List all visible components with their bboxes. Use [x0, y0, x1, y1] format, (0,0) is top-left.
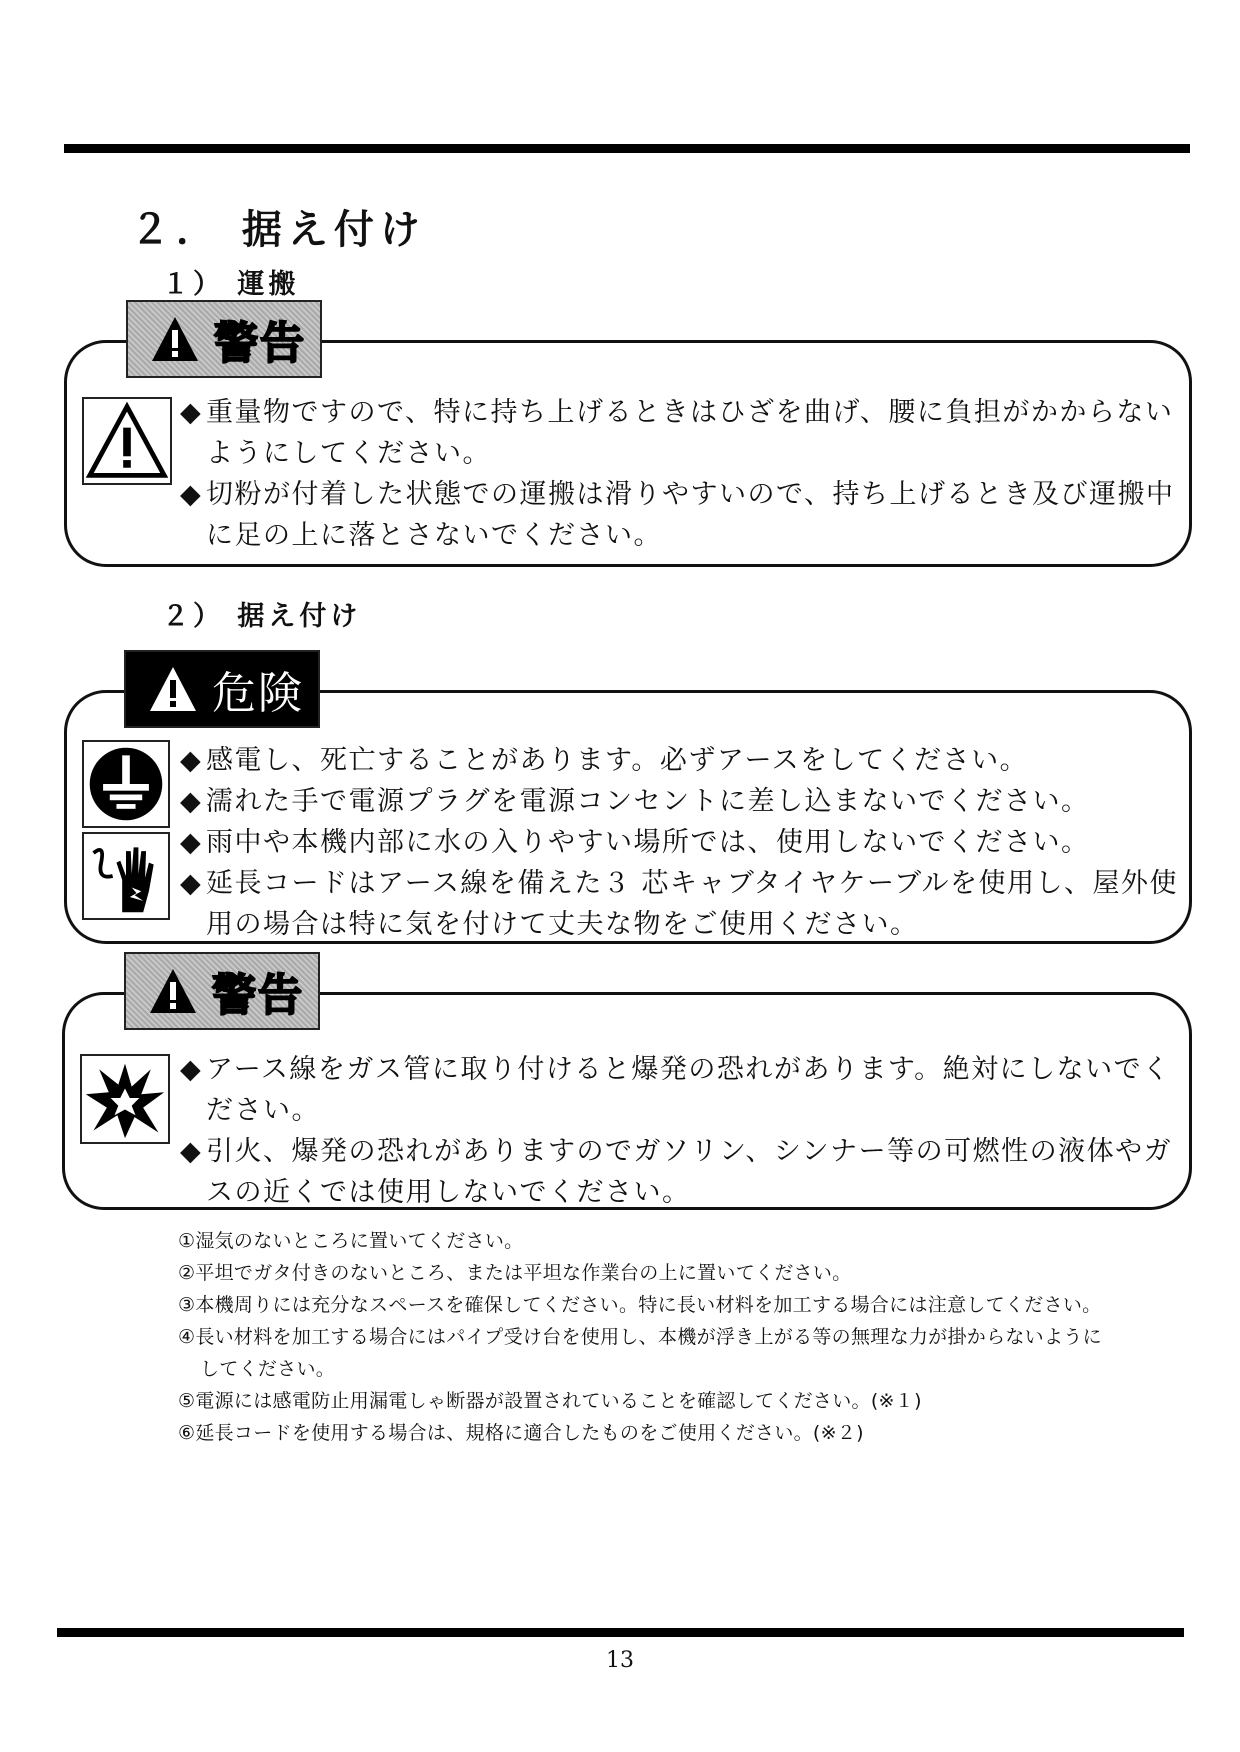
warning-badge-2 — [124, 952, 320, 1030]
installation-notes — [178, 1225, 1102, 1449]
explosion-icon — [82, 1056, 168, 1142]
bullet-item: ◆ 雨中や本機内部に水の入りやすい場所では、使用しないでください。 — [180, 827, 1090, 858]
caution-symbol — [82, 397, 172, 485]
note-item: ③本機周りには充分なスペースを確保してください。特に長い材料を加工する場合には注意してください。 — [178, 1294, 1102, 1316]
transport-bullets — [180, 392, 1174, 556]
warning-triangle-icon — [150, 314, 200, 364]
ground-symbol-icon — [84, 742, 168, 826]
bullet-item: ◆ 切粉が付着した状態での運搬は滑りやすいので、持ち上げるとき及び運搬中 — [180, 479, 1175, 510]
bullet-continuation: 用の場合は特に気を付けて丈夫な物をご使用ください。 — [206, 909, 919, 940]
electric-shock-hand-icon — [84, 834, 168, 918]
explosion-symbol — [80, 1054, 170, 1144]
bullet-continuation: スの近くでは使用しないでください。 — [206, 1177, 691, 1208]
note-item: ①湿気のないところに置いてください。 — [178, 1230, 524, 1252]
bottom-rule — [57, 1628, 1184, 1637]
ground-symbol — [82, 740, 170, 828]
bullet-item: ◆ 感電し、死亡することがあります。必ずアースをしてください。 — [180, 745, 1029, 776]
shock-symbol — [82, 832, 170, 920]
bullet-continuation: に足の上に落とさないでください。 — [206, 520, 662, 551]
danger-badge — [124, 650, 320, 728]
bullet-continuation: ださい。 — [206, 1095, 320, 1126]
subtitle-transport: １） 運搬 — [162, 269, 300, 300]
top-rule — [64, 144, 1190, 153]
danger-bullets — [180, 740, 1178, 945]
note-continuation: してください。 — [200, 1358, 336, 1380]
warning-badge — [126, 300, 322, 378]
danger-triangle-icon — [148, 664, 198, 714]
bullet-continuation: ようにしてください。 — [206, 438, 491, 469]
danger-label: 危険 — [212, 668, 304, 719]
warning-label: 警告 — [214, 318, 306, 369]
exclamation-triangle-icon — [84, 399, 170, 483]
note-item: ⑤電源には感電防止用漏電しゃ断器が設置されていることを確認してください。(※１) — [178, 1390, 922, 1412]
bullet-item: ◆ 延長コードはアース線を備えた３ 芯キャブタイヤケーブルを使用し、屋外使 — [180, 868, 1179, 899]
bullet-item: ◆ 重量物ですので、特に持ち上げるときはひざを曲げ、腰に負担がかからない — [180, 397, 1174, 428]
bullet-item: ◆ アース線をガス管に取り付けると爆発の恐れがあります。絶対にしないでく — [180, 1054, 1171, 1085]
note-item: ④長い材料を加工する場合にはパイプ受け台を使用し、本機が浮き上がる等の無理な力が掛からないように — [178, 1326, 1102, 1348]
install-warning-bullets — [180, 1049, 1172, 1213]
bullet-item: ◆ 引火、爆発の恐れがありますのでガソリン、シンナー等の可燃性の液体やガ — [180, 1136, 1173, 1167]
note-item: ②平坦でガタ付きのないところ、または平坦な作業台の上に置いてください。 — [178, 1262, 852, 1284]
warning-triangle-icon — [148, 966, 198, 1016]
note-item: ⑥延長コードを使用する場合は、規格に適合したものをご使用ください。(※２) — [178, 1422, 864, 1444]
section-title: ２． 据え付け — [130, 207, 426, 253]
warning-label-2: 警告 — [212, 970, 304, 1021]
subtitle-installation: ２） 据え付け — [162, 601, 362, 632]
bullet-item: ◆ 濡れた手で電源プラグを電源コンセントに差し込まないでください。 — [180, 786, 1090, 817]
page-number: 13 — [606, 1648, 634, 1673]
